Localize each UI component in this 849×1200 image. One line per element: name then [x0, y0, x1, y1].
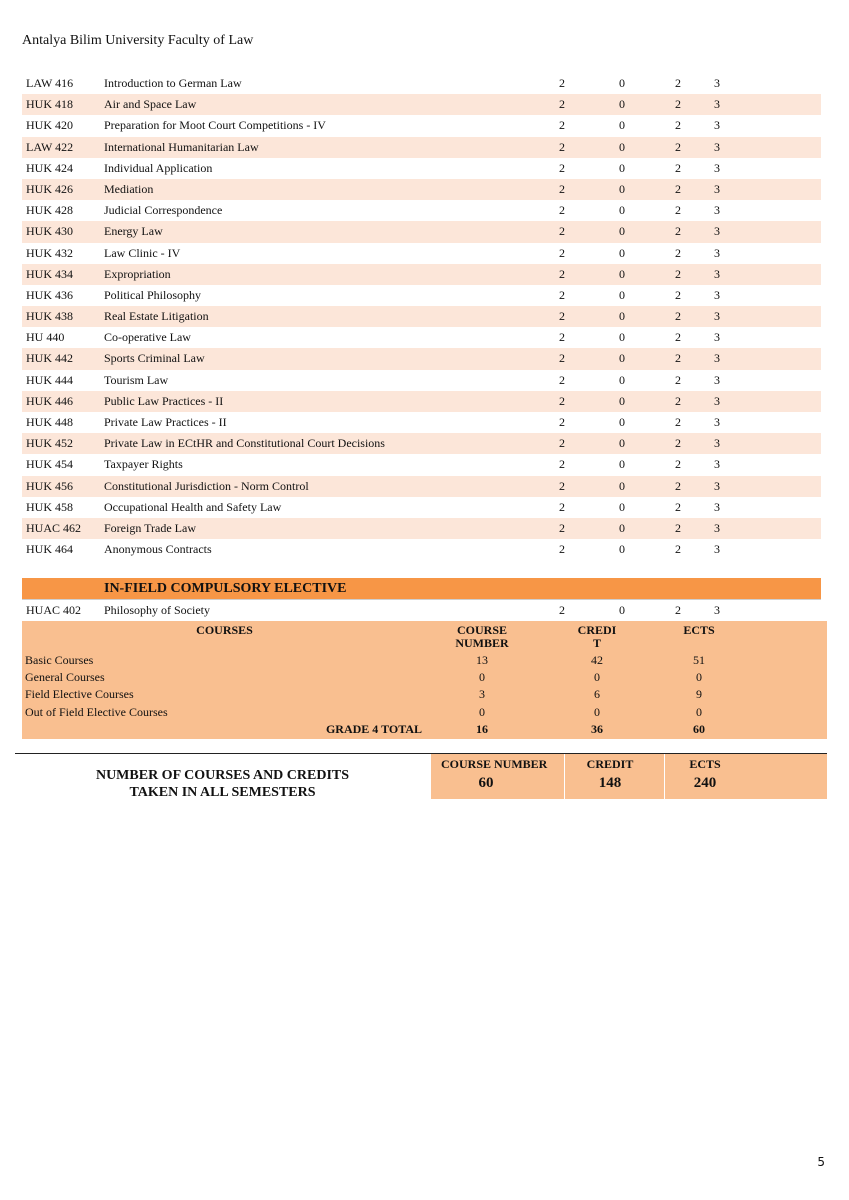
course-code: HUK 436	[26, 287, 73, 302]
course-code: HU 440	[26, 330, 65, 345]
summary-row-credit: 42	[591, 653, 603, 667]
course-name: Energy Law	[104, 224, 163, 239]
course-theory-hours: 2	[559, 330, 565, 345]
course-row	[22, 264, 821, 285]
course-code: HUK 442	[26, 351, 73, 366]
course-ects: 3	[714, 309, 720, 324]
course-credit: 2	[675, 245, 681, 260]
summary-total-number: 16	[476, 722, 488, 736]
course-name: Co-operative Law	[104, 330, 191, 345]
summary-total-ects: 60	[693, 722, 705, 736]
course-credit: 2	[675, 603, 681, 617]
course-name: Political Philosophy	[104, 287, 202, 302]
course-credit: 2	[675, 97, 681, 112]
course-practice-hours: 0	[619, 603, 625, 617]
course-name: Individual Application	[104, 160, 213, 175]
course-name: Private Law in ECtHR and Constitutional Court Decisions	[104, 436, 385, 451]
course-ects: 3	[714, 457, 720, 472]
course-theory-hours: 2	[559, 542, 565, 557]
course-ects: 3	[714, 160, 720, 175]
course-credit: 2	[675, 330, 681, 345]
course-code: HUK 452	[26, 436, 73, 451]
course-credit: 2	[675, 393, 681, 408]
course-theory-hours: 2	[559, 603, 565, 617]
overall-title-line1: NUMBER OF COURSES AND CREDITS	[95, 768, 350, 783]
course-row	[22, 200, 821, 221]
course-row	[22, 476, 821, 497]
summary-row-number: 0	[479, 705, 485, 719]
course-practice-hours: 0	[619, 499, 625, 514]
course-code: HUK 418	[26, 97, 73, 112]
course-code: HUAC 462	[26, 520, 82, 535]
course-credit: 2	[675, 520, 681, 535]
course-practice-hours: 0	[619, 139, 625, 154]
course-code: HUK 424	[26, 160, 73, 175]
course-row	[22, 518, 821, 539]
overall-header-ects: ECTS	[689, 757, 721, 771]
overall-course-number-value: 60	[478, 775, 494, 791]
course-practice-hours: 0	[619, 478, 625, 493]
course-ects: 3	[714, 181, 720, 196]
course-theory-hours: 2	[559, 203, 565, 218]
course-ects: 3	[714, 393, 720, 408]
course-name: Law Clinic - IV	[104, 245, 181, 260]
course-name: Constitutional Jurisdiction - Norm Control	[104, 478, 309, 493]
course-name: International Humanitarian Law	[104, 139, 259, 154]
summary-total-label: GRADE 4 TOTAL	[325, 722, 422, 736]
course-row	[22, 285, 821, 306]
course-ects: 3	[714, 245, 720, 260]
course-theory-hours: 2	[559, 97, 565, 112]
course-practice-hours: 0	[619, 351, 625, 366]
overall-credit-value: 148	[598, 775, 622, 791]
course-credit: 2	[675, 287, 681, 302]
overall-totals-box	[431, 754, 827, 799]
course-ects: 3	[714, 520, 720, 535]
course-code: HUK 420	[26, 118, 73, 133]
summary-header-courses: COURSES	[196, 623, 253, 637]
course-practice-hours: 0	[619, 542, 625, 557]
course-ects: 3	[714, 436, 720, 451]
course-code: HUK 426	[26, 181, 73, 196]
summary-header-credit	[567, 624, 627, 650]
course-practice-hours: 0	[619, 330, 625, 345]
course-code: HUK 456	[26, 478, 73, 493]
course-code: HUAC 402	[26, 603, 82, 617]
summary-header-course-number-line1: COURSE	[456, 623, 507, 637]
course-practice-hours: 0	[619, 309, 625, 324]
course-ects: 3	[714, 351, 720, 366]
course-practice-hours: 0	[619, 266, 625, 281]
summary-row-ects: 9	[696, 687, 702, 701]
course-code: LAW 416	[26, 76, 74, 90]
course-code: LAW 422	[26, 139, 74, 154]
course-credit: 2	[675, 309, 681, 324]
course-theory-hours: 2	[559, 118, 565, 133]
summary-header-course-number-line2: NUMBER	[455, 636, 509, 650]
course-row	[22, 306, 821, 327]
course-theory-hours: 2	[559, 520, 565, 535]
course-row	[22, 370, 821, 391]
course-name: Air and Space Law	[104, 97, 197, 112]
course-code: HUK 458	[26, 499, 73, 514]
summary-row-label: General Courses	[25, 670, 105, 684]
course-practice-hours: 0	[619, 76, 625, 90]
overall-title-line2: TAKEN IN ALL SEMESTERS	[129, 785, 316, 800]
overall-credit-column	[564, 754, 655, 799]
course-practice-hours: 0	[619, 372, 625, 387]
course-credit: 2	[675, 478, 681, 493]
course-ects: 3	[714, 97, 720, 112]
course-ects: 3	[714, 478, 720, 493]
overall-ects-value: 240	[693, 775, 717, 791]
course-credit: 2	[675, 203, 681, 218]
course-row	[22, 412, 821, 433]
course-name: Foreign Trade Law	[104, 520, 196, 535]
course-name: Taxpayer Rights	[104, 457, 183, 472]
course-credit: 2	[675, 499, 681, 514]
course-ects: 3	[714, 330, 720, 345]
course-ects: 3	[714, 266, 720, 281]
course-credit: 2	[675, 139, 681, 154]
course-name: Tourism Law	[104, 372, 169, 387]
course-theory-hours: 2	[559, 415, 565, 429]
course-theory-hours: 2	[559, 457, 565, 472]
course-theory-hours: 2	[559, 436, 565, 451]
course-name: Introduction to German Law	[104, 76, 242, 90]
course-code: HUK 464	[26, 542, 73, 557]
course-practice-hours: 0	[619, 181, 625, 196]
course-theory-hours: 2	[559, 309, 565, 324]
course-name: Philosophy of Society	[104, 603, 211, 617]
course-code: HUK 446	[26, 393, 73, 408]
summary-row-label: Basic Courses	[25, 653, 94, 667]
course-row	[22, 497, 821, 518]
summary-row-number: 3	[479, 687, 485, 701]
course-practice-hours: 0	[619, 287, 625, 302]
course-credit: 2	[675, 351, 681, 366]
course-name: Real Estate Litigation	[104, 309, 209, 324]
course-row	[22, 137, 821, 158]
course-theory-hours: 2	[559, 139, 565, 154]
course-theory-hours: 2	[559, 224, 565, 239]
summary-row-ects: 0	[696, 670, 702, 684]
summary-row-ects: 0	[696, 705, 702, 719]
course-row	[22, 391, 821, 412]
course-ects: 3	[714, 287, 720, 302]
course-credit: 2	[675, 415, 681, 429]
course-code: HUK 454	[26, 457, 73, 472]
summary-row-credit: 0	[594, 670, 600, 684]
course-credit: 2	[675, 372, 681, 387]
course-theory-hours: 2	[559, 181, 565, 196]
course-row	[22, 94, 821, 115]
course-practice-hours: 0	[619, 97, 625, 112]
course-row	[22, 454, 821, 475]
course-practice-hours: 0	[619, 436, 625, 451]
overall-course-number-column	[441, 754, 548, 799]
summary-header-credit-line2: T	[592, 636, 601, 650]
course-ects: 3	[714, 372, 720, 387]
course-credit: 2	[675, 160, 681, 175]
course-practice-hours: 0	[619, 160, 625, 175]
course-practice-hours: 0	[619, 457, 625, 472]
page-header: Antalya Bilim University Faculty of Law	[22, 33, 254, 48]
course-name: Private Law Practices - II	[104, 415, 227, 429]
course-theory-hours: 2	[559, 245, 565, 260]
course-credit: 2	[675, 181, 681, 196]
course-ects: 3	[714, 603, 720, 617]
summary-row-number: 0	[479, 670, 485, 684]
course-name: Sports Criminal Law	[104, 351, 205, 366]
course-code: HUK 428	[26, 203, 73, 218]
course-theory-hours: 2	[559, 372, 565, 387]
course-credit: 2	[675, 224, 681, 239]
course-code: HUK 448	[26, 415, 73, 429]
summary-total-credit: 36	[591, 722, 603, 736]
course-row	[22, 327, 821, 348]
course-ects: 3	[714, 203, 720, 218]
course-name: Judicial Correspondence	[104, 203, 223, 218]
course-ects: 3	[714, 415, 720, 429]
course-name: Expropriation	[104, 266, 171, 281]
course-name: Mediation	[104, 181, 154, 196]
elective-course-row	[22, 599, 821, 621]
course-credit: 2	[675, 266, 681, 281]
summary-row-credit: 0	[594, 705, 600, 719]
course-row	[22, 348, 821, 369]
course-practice-hours: 0	[619, 415, 625, 429]
grade-summary-table	[22, 621, 827, 739]
overall-header-credit: CREDIT	[586, 757, 634, 771]
course-table	[22, 73, 821, 560]
summary-row-label: Out of Field Elective Courses	[25, 705, 168, 719]
course-theory-hours: 2	[559, 266, 565, 281]
course-code: HUK 432	[26, 245, 73, 260]
course-practice-hours: 0	[619, 224, 625, 239]
course-practice-hours: 0	[619, 245, 625, 260]
course-theory-hours: 2	[559, 160, 565, 175]
course-credit: 2	[675, 436, 681, 451]
course-code: HUK 430	[26, 224, 73, 239]
summary-header-ects: ECTS	[683, 623, 715, 637]
summary-header-course-number	[442, 624, 522, 650]
summary-row-number: 13	[476, 653, 488, 667]
course-credit: 2	[675, 457, 681, 472]
course-credit: 2	[675, 542, 681, 557]
elective-section-title: IN-FIELD COMPULSORY ELECTIVE	[104, 581, 347, 596]
course-name: Anonymous Contracts	[104, 542, 212, 557]
course-credit: 2	[675, 118, 681, 133]
course-theory-hours: 2	[559, 499, 565, 514]
elective-section-header	[22, 578, 821, 599]
course-row	[22, 539, 821, 560]
overall-ects-column	[664, 754, 745, 799]
course-theory-hours: 2	[559, 287, 565, 302]
overall-title	[60, 767, 385, 801]
course-practice-hours: 0	[619, 520, 625, 535]
course-code: HUK 438	[26, 309, 73, 324]
course-credit: 2	[675, 76, 681, 90]
course-name: Public Law Practices - II	[104, 393, 224, 408]
course-code: HUK 434	[26, 266, 73, 281]
course-theory-hours: 2	[559, 478, 565, 493]
page-number: 5	[817, 1155, 825, 1169]
summary-row-label: Field Elective Courses	[25, 687, 134, 701]
course-theory-hours: 2	[559, 76, 565, 90]
course-ects: 3	[714, 118, 720, 133]
course-theory-hours: 2	[559, 351, 565, 366]
course-row	[22, 179, 821, 200]
course-ects: 3	[714, 499, 720, 514]
course-practice-hours: 0	[619, 203, 625, 218]
course-name: Preparation for Moot Court Competitions - IV	[104, 118, 326, 133]
course-theory-hours: 2	[559, 393, 565, 408]
course-code: HUK 444	[26, 372, 73, 387]
course-ects: 3	[714, 139, 720, 154]
summary-header-credit-line1: CREDI	[577, 623, 617, 637]
course-row	[22, 243, 821, 264]
course-row	[22, 158, 821, 179]
overall-header-course-number: COURSE NUMBER	[441, 757, 548, 771]
course-name: Occupational Health and Safety Law	[104, 499, 282, 514]
course-ects: 3	[714, 224, 720, 239]
course-row	[22, 115, 821, 136]
course-row	[22, 221, 821, 242]
course-practice-hours: 0	[619, 118, 625, 133]
summary-row-credit: 6	[594, 687, 600, 701]
summary-row-ects: 51	[693, 653, 705, 667]
course-row	[22, 433, 821, 454]
course-practice-hours: 0	[619, 393, 625, 408]
course-ects: 3	[714, 76, 720, 90]
course-ects: 3	[714, 542, 720, 557]
course-row	[22, 73, 821, 94]
